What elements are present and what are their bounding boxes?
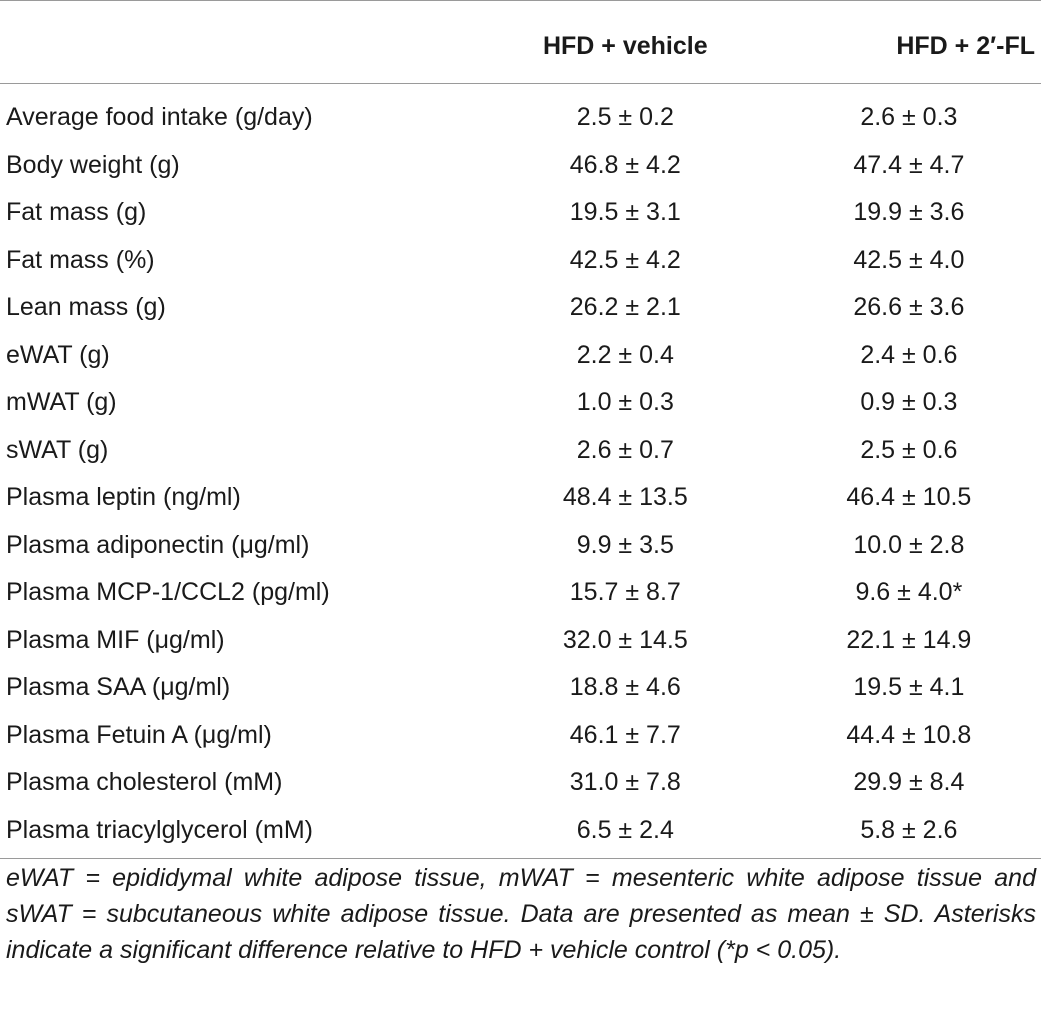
- cell-hfd-2fl: 19.5 ± 4.1: [853, 673, 965, 701]
- table-row: [0, 379, 1041, 427]
- row-label: Lean mass (g): [6, 293, 166, 321]
- cell-hfd-2fl: 2.5 ± 0.6: [860, 435, 958, 464]
- table-row: [0, 664, 1041, 712]
- cell-hfd-2fl: 19.9 ± 3.6: [853, 198, 965, 226]
- table-row: [0, 474, 1041, 522]
- cell-hfd-2fl: 2.4 ± 0.6: [860, 340, 958, 369]
- table-row: [0, 84, 1041, 142]
- row-label: Body weight (g): [6, 150, 180, 179]
- row-label: Plasma SAA (μg/ml): [6, 673, 231, 701]
- row-label: Average food intake (g/day): [6, 103, 313, 131]
- row-label: Plasma triacylglycerol (mM): [0, 807, 474, 859]
- cell-hfd-vehicle: 46.8 ± 4.2: [569, 150, 681, 179]
- cell-hfd-vehicle: 9.9 ± 3.5: [576, 530, 674, 559]
- row-label: sWAT (g): [6, 435, 109, 464]
- row-label: Plasma adiponectin (μg/ml): [6, 530, 310, 559]
- row-label: Plasma Fetuin A (μg/ml): [6, 720, 272, 749]
- row-label: mWAT (g): [6, 388, 117, 416]
- cell-hfd-2fl: 0.9 ± 0.3: [860, 388, 958, 416]
- cell-hfd-vehicle: 31.0 ± 7.8: [569, 768, 681, 796]
- cell-hfd-2fl: 9.6 ± 4.0*: [855, 578, 963, 606]
- table-row: [0, 189, 1041, 237]
- table-body: [0, 84, 1041, 859]
- cell-hfd-2fl: 10.0 ± 2.8: [853, 530, 965, 559]
- table-row: [0, 237, 1041, 285]
- cell-hfd-2fl: 47.4 ± 4.7: [853, 150, 965, 179]
- header-hfd-2fl: HFD + 2′-FL: [777, 1, 1041, 84]
- row-label: Plasma leptin (ng/ml): [6, 483, 241, 511]
- cell-hfd-vehicle: 48.4 ± 13.5: [562, 483, 688, 511]
- cell-hfd-vehicle: 2.6 ± 0.7: [576, 435, 674, 464]
- row-label: Plasma MIF (μg/ml): [6, 625, 225, 654]
- cell-hfd-vehicle: 6.5 ± 2.4: [474, 807, 777, 859]
- cell-hfd-2fl: 42.5 ± 4.0: [853, 245, 965, 274]
- table-row: [0, 617, 1041, 665]
- header-label-column: [0, 1, 474, 84]
- table-row: [0, 427, 1041, 475]
- cell-hfd-vehicle: 2.2 ± 0.4: [576, 340, 674, 369]
- row-label: Plasma cholesterol (mM): [6, 768, 283, 796]
- row-label: Fat mass (g): [6, 198, 147, 226]
- table-row: [0, 759, 1041, 807]
- table-row: [0, 522, 1041, 570]
- cell-hfd-vehicle: 32.0 ± 14.5: [562, 625, 688, 654]
- cell-hfd-2fl: 26.6 ± 3.6: [853, 293, 965, 321]
- row-label: Fat mass (%): [6, 245, 155, 274]
- cell-hfd-2fl: 29.9 ± 8.4: [853, 768, 965, 796]
- row-label: Plasma MCP-1/CCL2 (pg/ml): [6, 578, 330, 606]
- table-row: [0, 332, 1041, 380]
- cell-hfd-2fl: 2.6 ± 0.3: [860, 103, 958, 131]
- table-row: [0, 569, 1041, 617]
- cell-hfd-2fl: 44.4 ± 10.8: [846, 720, 972, 749]
- table-row: [0, 807, 1041, 859]
- row-label: eWAT (g): [6, 340, 110, 369]
- table-footnote: eWAT = epididymal white adipose tissue, mWAT = mesenteric white adipose tissue and sWAT = subcutaneous white adipose tissue. Data are presented as mean ± SD. Asterisks indicate a significant difference relative to HFD + vehicle control (*p < 0.05).: [6, 864, 1036, 964]
- table-row: [0, 712, 1041, 760]
- table-header-row: [0, 1, 1041, 84]
- cell-hfd-vehicle: 1.0 ± 0.3: [576, 388, 674, 416]
- cell-hfd-2fl: 46.4 ± 10.5: [846, 483, 972, 511]
- cell-hfd-vehicle: 42.5 ± 4.2: [569, 245, 681, 274]
- cell-hfd-2fl: 22.1 ± 14.9: [846, 625, 972, 654]
- cell-hfd-vehicle: 46.1 ± 7.7: [569, 720, 681, 749]
- cell-hfd-vehicle: 2.5 ± 0.2: [576, 103, 674, 131]
- table-row: [0, 284, 1041, 332]
- cell-hfd-vehicle: 18.8 ± 4.6: [569, 673, 681, 701]
- header-hfd-vehicle: HFD + vehicle: [474, 1, 777, 84]
- cell-hfd-2fl: 5.8 ± 2.6: [777, 807, 1041, 859]
- table-row: [0, 142, 1041, 190]
- cell-hfd-vehicle: 19.5 ± 3.1: [569, 198, 681, 226]
- cell-hfd-vehicle: 15.7 ± 8.7: [569, 578, 681, 606]
- cell-hfd-vehicle: 26.2 ± 2.1: [569, 293, 681, 321]
